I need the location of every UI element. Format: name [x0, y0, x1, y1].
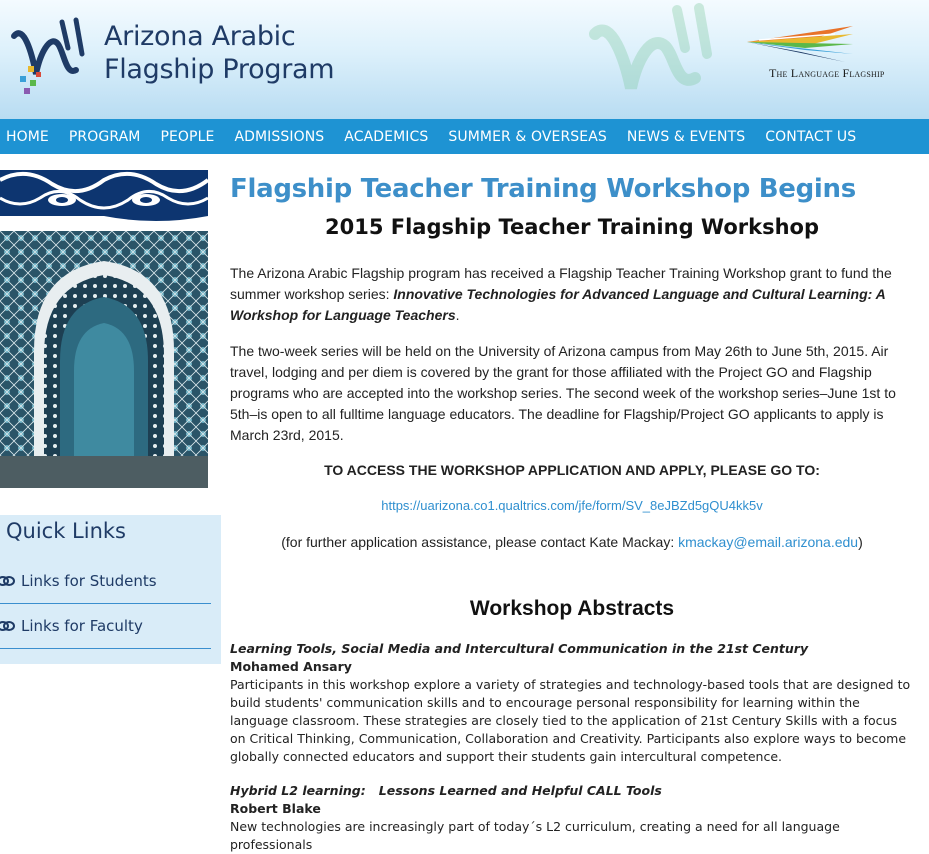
quick-links-panel — [0, 515, 221, 664]
language-flagship-logo-icon[interactable] — [745, 20, 857, 65]
contact-suffix: ) — [858, 534, 863, 550]
quick-links-title: Quick Links — [6, 519, 127, 543]
access-heading: TO ACCESS THE WORKSHOP APPLICATION AND APPLY, PLEASE GO TO: — [324, 462, 820, 478]
link-for-faculty[interactable] — [0, 605, 211, 649]
abstract-title: Learning Tools, Social Media and Intercultural Communication in the 21st Century — [230, 641, 809, 656]
abstract-text: Participants in this workshop explore a variety of strategies and technology-based tools that are designed to build students' communication skills and to encourage personal responsibility for learning within the language classroom. These strategies are closely tied to the application of 21st Century Skills with a focus on Critical Thinking, Communication, Collaboration and Creativity. Participants also explore ways to become globally connected educators and support their students gain intercultural competence. — [230, 677, 911, 764]
link-for-students-label: Links for Students — [21, 572, 157, 590]
abstract-title: Hybrid L2 learning: Lessons Learned and Helpful CALL Tools — [230, 783, 662, 798]
logo-line-1: Arizona Arabic — [104, 21, 296, 52]
intro-paragraph — [230, 263, 914, 326]
link-chain-icon — [0, 575, 15, 587]
nav-home[interactable]: HOME — [6, 128, 49, 145]
calligraphy-watermark-icon — [585, 4, 725, 116]
article-subtitle: 2015 Flagship Teacher Training Workshop — [324, 215, 819, 239]
link-for-students[interactable] — [0, 560, 211, 604]
contact-line — [230, 534, 914, 550]
contact-prefix: (for further application assistance, please contact Kate Mackay: — [281, 534, 679, 550]
nav-summer-overseas[interactable]: SUMMER & OVERSEAS — [448, 128, 607, 145]
logo-line-2: Flagship Program — [104, 54, 335, 85]
application-url-row — [230, 498, 914, 513]
program-name[interactable] — [104, 20, 334, 86]
nav-admissions[interactable]: ADMISSIONS — [234, 128, 325, 145]
site-header — [0, 0, 929, 119]
abstract-item — [230, 782, 914, 854]
link-chain-icon — [0, 620, 15, 632]
intro-text: The Arizona Arabic Flagship program has received a Flagship Teacher Training Workshop grant to fund the summer workshop series: — [230, 265, 892, 302]
details-paragraph: The two-week series will be held on the University of Arizona campus from May 26th to June 5th, 2015. Air travel, lodging and per diem is covered by the grant for those affiliated with the Project GO and Flagship programs who are accepted into the workshop series. The second week of the workshop series–June 1st to 5th–is open to all fulltime language educators. The deadline for Flagship/Project GO applicants to apply is March 23rd, 2015. — [230, 343, 896, 443]
mosaic-tile-icon — [0, 231, 208, 488]
mosaic-mihrab-image — [0, 231, 208, 488]
abstracts-heading: Workshop Abstracts — [469, 597, 675, 620]
nav-news-events[interactable]: NEWS & EVENTS — [626, 128, 746, 145]
nav-academics[interactable]: ACADEMICS — [344, 128, 429, 145]
nav-contact-us[interactable]: CONTACT US — [765, 128, 857, 145]
abstract-text: New technologies are increasingly part of today´s L2 curriculum, creating a need for all language professionals — [230, 819, 840, 852]
ornament-pattern-icon — [0, 170, 208, 226]
language-flagship-text: The Language Flagship — [769, 66, 885, 80]
intro-period: . — [455, 307, 460, 323]
contact-email-link[interactable]: kmackay@email.arizona.edu — [678, 534, 859, 550]
abstract-author: Mohamed Ansary — [230, 659, 352, 674]
abstract-item — [230, 640, 914, 766]
page-title: Flagship Teacher Training Workshop Begins — [230, 174, 856, 204]
decorative-ornament-banner — [0, 170, 208, 226]
link-for-faculty-label: Links for Faculty — [21, 617, 143, 635]
abstract-author: Robert Blake — [230, 801, 321, 816]
arabic-calligraphy-logo-icon[interactable] — [6, 14, 96, 100]
nav-program[interactable]: PROGRAM — [68, 128, 141, 145]
workshop-series-title: Innovative Technologies for Advanced Language and Cultural Learning: A Workshop for Language Teachers — [230, 286, 886, 323]
application-url-link[interactable]: https://uarizona.co1.qualtrics.com/jfe/form/SV_8eJBZd5gQU4kk5v — [381, 498, 763, 513]
main-navigation — [0, 119, 929, 154]
nav-people[interactable]: PEOPLE — [160, 128, 215, 145]
